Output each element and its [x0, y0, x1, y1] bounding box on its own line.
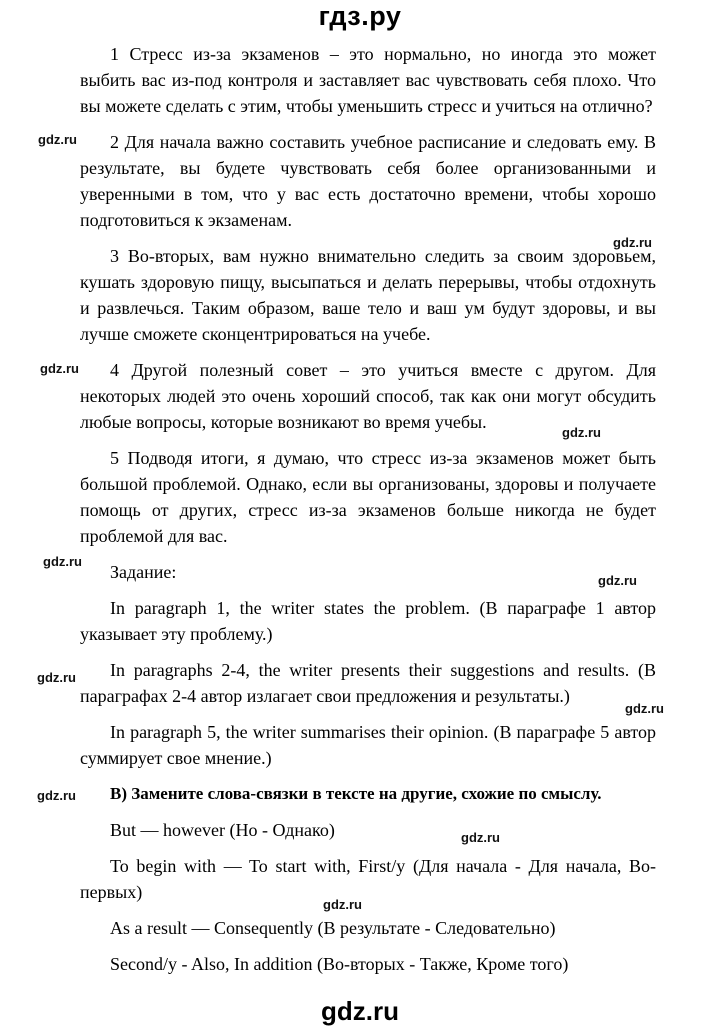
gdz-watermark-7: gdz.ru: [37, 670, 76, 685]
linker-item-1: But — however (Но - Однако): [110, 820, 335, 840]
site-title-footer: gdz.ru: [321, 996, 399, 1026]
task-label: Задание:: [110, 562, 177, 582]
linker-item-3: As a result — Consequently (В результате - Следовательно): [110, 918, 556, 938]
gdz-watermark-5: gdz.ru: [43, 554, 82, 569]
gdz-watermark-4: gdz.ru: [562, 425, 601, 440]
task-item-3: In paragraph 5, the writer summarises their opinion. (В параграфе 5 автор суммирует свое мнение.): [80, 722, 656, 768]
paragraph-2: 2 Для начала важно составить учебное расписание и следовать ему. В результате, вы будете чувствовать себя более организованными и уверенными в том, что у вас есть достаточно времени, чтобы хорошо подготовиться к экзаменам.: [80, 132, 656, 230]
site-title-header: гдз.ру: [318, 1, 402, 31]
task-item-2: In paragraphs 2-4, the writer presents their suggestions and results. (В параграфах 2-4 автор излагает свои предложения и результаты.): [80, 660, 656, 706]
section-b-heading: В) Замените слова-связки в тексте на другие, схожие по смыслу.: [110, 784, 602, 803]
gdz-watermark-9: gdz.ru: [37, 788, 76, 803]
task-item-1: In paragraph 1, the writer states the problem. (В параграфе 1 автор указывает эту проблему.): [80, 598, 656, 644]
gdz-watermark-1: gdz.ru: [38, 132, 77, 147]
gdz-watermark-8: gdz.ru: [625, 701, 664, 716]
linker-item-2: To begin with — To start with, First/y (Для начала - Для начала, Во-первых): [80, 856, 656, 902]
gdz-watermark-10: gdz.ru: [461, 830, 500, 845]
paragraph-3: 3 Во-вторых, вам нужно внимательно следить за своим здоровьем, кушать здоровую пищу, высыпаться и делать перерывы, чтобы отдохнуть и развлечься. Таким образом, ваше тело и ваш ум будут здоровы, и вы лучше сможете сконцентрироваться на учебе.: [80, 246, 656, 344]
gdz-watermark-6: gdz.ru: [598, 573, 637, 588]
paragraph-5: 5 Подводя итоги, я думаю, что стресс из-за экзаменов может быть большой проблемой. Однако, если вы организованы, здоровы и получаете помощь от других, стресс из-за экзаменов больше никогда не будет проблемой для вас.: [80, 448, 656, 546]
document-body: [80, 41, 656, 977]
gdz-watermark-11: gdz.ru: [323, 897, 362, 912]
gdz-watermark-3: gdz.ru: [40, 361, 79, 376]
gdz-watermark-2: gdz.ru: [613, 235, 652, 250]
paragraph-4: 4 Другой полезный совет – это учиться вместе с другом. Для некоторых людей это очень хороший способ, так как они могут обсудить любые вопросы, которые возникают во время учебы.: [80, 360, 656, 432]
linker-item-4: Second/y - Also, In addition (Во-вторых - Также, Кроме того): [110, 954, 569, 974]
paragraph-1: 1 Стресс из-за экзаменов – это нормально, но иногда это может выбить вас из-под контроля и заставляет вас чувствовать себя плохо. Что вы можете сделать с этим, чтобы уменьшить стресс и учиться на отлично?: [80, 44, 656, 116]
